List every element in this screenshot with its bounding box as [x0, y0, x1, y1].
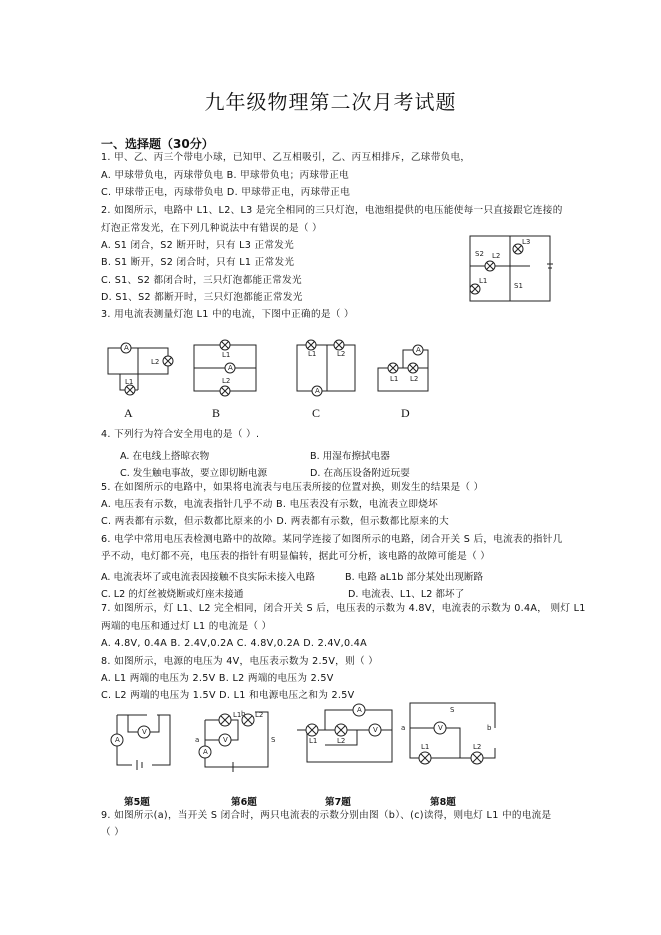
svg-text:L1: L1 — [308, 350, 317, 358]
fig7-caption: 第7题 — [325, 797, 351, 808]
q7-stem-cont: 两端的电压和通过灯 L1 的电流是（ ） — [101, 621, 272, 632]
svg-text:V: V — [373, 726, 378, 734]
q1-options-cd: C. 甲球带正电，丙球带负电 D. 甲球带正电，丙球带正电 — [101, 187, 351, 198]
q7-stem: 7. 如图所示，灯 L1、L2 完全相同，闭合开关 S 后，电压表的示数为 4.8V，电流表的示数为 0.4A， 则灯 L1 — [101, 603, 586, 614]
fig5-caption: 第5题 — [124, 797, 150, 808]
svg-text:V: V — [438, 724, 443, 732]
q6-option-c: C. L2 的灯丝被烧断或灯座未接通 — [101, 589, 244, 600]
q4-option-c: C. 发生触电事故，要立即切断电源 — [120, 468, 268, 479]
svg-text:L1: L1 — [222, 351, 231, 359]
q6-stem: 6. 电学中常用电压表检测电路中的故障。某同学连接了如图所示的电路，闭合开关 S 后，电流表的指针几 — [101, 534, 563, 545]
svg-text:b: b — [487, 724, 492, 732]
svg-text:L1: L1 — [233, 711, 242, 719]
label-s2: S2 — [475, 250, 484, 258]
svg-text:S: S — [271, 736, 276, 744]
q8-stem: 8. 如图所示，电源的电压为 4V，电压表示数为 2.5V，则（ ） — [101, 656, 379, 667]
q3-circuit-a — [108, 342, 183, 397]
fig8-caption: 第8题 — [430, 797, 456, 808]
q2-option-b: B. S1 断开，S2 闭合时，只有 L1 正常发光 — [101, 257, 295, 268]
svg-text:a: a — [195, 736, 200, 744]
q2-option-d: D. S1、S2 都断开时，三只灯泡都能正常发光 — [101, 292, 303, 303]
q5-options-ab: A. 电压表有示数，电流表指针几乎不动 B. 电压表没有示数，电流表立即烧坏 — [101, 499, 439, 510]
q2-circuit-diagram — [470, 236, 570, 306]
q4-option-a: A. 在电线上搭晾衣物 — [120, 451, 210, 462]
q1-options-ab: A. 甲球带负电，丙球带负电 B. 甲球带负电；丙球带正电 — [101, 170, 349, 181]
section-heading: 一、选择题（30分） — [101, 137, 214, 151]
svg-text:L2: L2 — [151, 358, 160, 366]
q3-stem: 3. 用电流表测量灯泡 L1 中的电流，下图中正确的是（ ） — [101, 309, 354, 320]
q2-stem-cont: 灯泡正常发光，在下列几种说法中有错误的是（ ） — [101, 223, 323, 234]
label-l1: L1 — [479, 277, 488, 285]
svg-text:A: A — [115, 736, 120, 744]
fig5-circuit — [102, 715, 177, 770]
q3-circuit-d — [378, 345, 438, 395]
svg-text:L1: L1 — [125, 378, 134, 386]
svg-text:L2: L2 — [222, 377, 231, 385]
q3-label-a: A — [124, 406, 133, 420]
svg-text:L2: L2 — [473, 743, 482, 751]
q3-label-b: B — [212, 406, 221, 420]
q6-option-a: A. 电流表坏了或电流表因接触不良实际未接入电路 — [101, 572, 315, 583]
q6-option-d: D. 电流表、L1、L2 都坏了 — [348, 589, 465, 600]
svg-text:L2: L2 — [410, 375, 419, 383]
svg-text:S: S — [450, 706, 455, 714]
svg-text:V: V — [142, 728, 147, 736]
q8-options-ab: A. L1 两端的电压为 2.5V B. L2 两端的电压为 2.5V — [101, 673, 334, 684]
q3-circuit-c — [297, 345, 362, 395]
svg-text:V: V — [223, 736, 228, 744]
svg-text:L2: L2 — [255, 711, 264, 719]
svg-text:A: A — [228, 364, 233, 372]
svg-text:A: A — [203, 748, 208, 756]
q2-option-c: C. S1、S2 都闭合时，三只灯泡都能正常发光 — [101, 275, 302, 286]
q2-stem: 2. 如图所示，电路中 L1、L2、L3 是完全相同的三只灯泡，电池组提供的电压能使每一只直接跟它连接的 — [101, 205, 563, 216]
q7-options: A. 4.8V, 0.4A B. 2.4V,0.2A C. 4.8V,0.2A D. 2.4V,0.4A — [101, 638, 368, 649]
svg-text:L1: L1 — [390, 375, 399, 383]
q5-options-cd: C. 两表都有示数，但示数都比原来的小 D. 两表都有示数，但示数都比原来的大 — [101, 516, 450, 527]
fig8-circuit — [401, 703, 500, 768]
svg-text:A: A — [416, 346, 421, 354]
fig6-caption: 第6题 — [231, 797, 257, 808]
q3-circuit-b — [194, 345, 264, 395]
svg-text:L2: L2 — [337, 737, 346, 745]
svg-text:A: A — [357, 706, 362, 714]
svg-text:b: b — [241, 710, 246, 718]
q9-answer-paren: （ ） — [101, 827, 125, 838]
svg-text:a: a — [401, 724, 406, 732]
svg-text:L1: L1 — [309, 737, 318, 745]
svg-text:L1: L1 — [421, 743, 430, 751]
q4-option-b: B. 用湿布擦拭电器 — [310, 451, 390, 462]
label-s1: S1 — [514, 282, 523, 290]
q4-stem: 4. 下列行为符合安全用电的是（ ）. — [101, 429, 260, 440]
page-title: 九年级物理第二次月考试题 — [204, 90, 457, 114]
label-l2: L2 — [492, 252, 501, 260]
q4-option-d: D. 在高压设备附近玩耍 — [310, 468, 410, 479]
q1-stem: 1. 甲、乙、丙三个带电小球，已知甲、乙互相吸引，乙、丙互相排斥，乙球带负电， — [101, 152, 471, 163]
svg-text:L2: L2 — [337, 350, 346, 358]
q8-options-cd: C. L2 两端的电压为 1.5V D. L1 和电源电压之和为 2.5V — [101, 690, 355, 701]
q9-stem: 9. 如图所示(a)，当开关 S 闭合时，两只电流表的示数分别由图（b）、(c)读得，则电灯 L1 中的电流是 — [101, 810, 552, 821]
label-l3: L3 — [522, 238, 531, 246]
svg-text:A: A — [124, 344, 129, 352]
fig7-circuit — [297, 706, 397, 770]
fig6-circuit — [193, 712, 278, 772]
q5-stem: 5. 在如图所示的电路中，如果将电流表与电压表所接的位置对换，则发生的结果是（ ） — [101, 482, 484, 493]
q6-stem-cont: 乎不动，电灯都不亮，电压表的指针有明显偏转，据此可分析，该电路的故障可能是（ ） — [101, 551, 491, 562]
q6-option-b: B. 电路 aL1b 部分某处出现断路 — [345, 572, 484, 583]
q2-option-a: A. S1 闭合，S2 断开时，只有 L3 正常发光 — [101, 240, 295, 251]
q3-label-d: D — [401, 406, 410, 420]
svg-text:A: A — [315, 387, 320, 395]
q3-label-c: C — [312, 406, 321, 420]
